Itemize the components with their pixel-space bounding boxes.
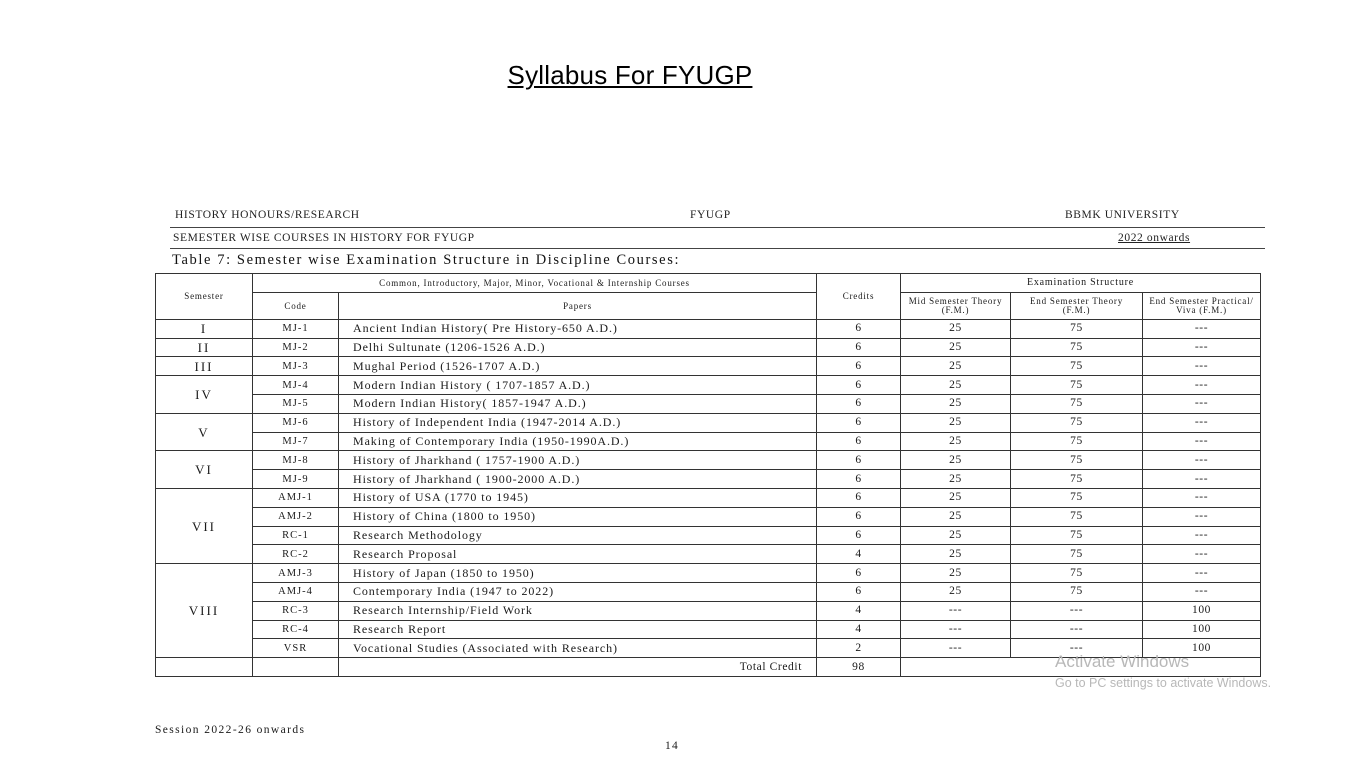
practical-cell: --- bbox=[1143, 451, 1261, 470]
mid-cell: --- bbox=[901, 639, 1011, 658]
practical-cell: --- bbox=[1143, 376, 1261, 395]
paper-cell: History of China (1800 to 1950) bbox=[339, 507, 817, 526]
mid-cell: 25 bbox=[901, 507, 1011, 526]
code-cell: RC-4 bbox=[253, 620, 339, 639]
paper-cell: Modern Indian History( 1857-1947 A.D.) bbox=[339, 394, 817, 413]
code-cell: RC-3 bbox=[253, 601, 339, 620]
table-row bbox=[156, 620, 1261, 639]
code-cell: RC-1 bbox=[253, 526, 339, 545]
code-cell: MJ-8 bbox=[253, 451, 339, 470]
mid-cell: 25 bbox=[901, 470, 1011, 489]
mid-cell: 25 bbox=[901, 564, 1011, 583]
paper-cell: Contemporary India (1947 to 2022) bbox=[339, 582, 817, 601]
table-row bbox=[156, 394, 1261, 413]
table-row bbox=[156, 545, 1261, 564]
table-row bbox=[156, 488, 1261, 507]
mid-cell: 25 bbox=[901, 488, 1011, 507]
footer-session: Session 2022-26 onwards bbox=[155, 724, 306, 736]
code-cell: MJ-6 bbox=[253, 413, 339, 432]
end-cell: 75 bbox=[1011, 338, 1143, 357]
practical-cell: --- bbox=[1143, 470, 1261, 489]
mid-cell: 25 bbox=[901, 526, 1011, 545]
end-cell: 75 bbox=[1011, 545, 1143, 564]
practical-cell: --- bbox=[1143, 432, 1261, 451]
practical-cell: --- bbox=[1143, 413, 1261, 432]
end-cell: 75 bbox=[1011, 526, 1143, 545]
page-number: 14 bbox=[665, 740, 679, 752]
col-semester: Semester bbox=[156, 274, 253, 320]
slide-title: Syllabus For FYUGP bbox=[507, 60, 753, 90]
end-cell: 75 bbox=[1011, 564, 1143, 583]
mid-cell: 25 bbox=[901, 357, 1011, 376]
mid-cell: --- bbox=[901, 601, 1011, 620]
code-cell: MJ-3 bbox=[253, 357, 339, 376]
header-rule bbox=[170, 227, 1265, 228]
code-cell: RC-2 bbox=[253, 545, 339, 564]
credits-cell: 6 bbox=[817, 357, 901, 376]
table-row bbox=[156, 413, 1261, 432]
code-cell: AMJ-4 bbox=[253, 582, 339, 601]
code-cell: AMJ-3 bbox=[253, 564, 339, 583]
table-row bbox=[156, 338, 1261, 357]
mid-cell: 25 bbox=[901, 582, 1011, 601]
end-cell: 75 bbox=[1011, 432, 1143, 451]
paper-cell: Vocational Studies (Associated with Research) bbox=[339, 639, 817, 658]
end-cell: --- bbox=[1011, 639, 1143, 658]
credits-cell: 2 bbox=[817, 639, 901, 658]
practical-cell: --- bbox=[1143, 319, 1261, 338]
credits-cell: 6 bbox=[817, 432, 901, 451]
paper-cell: Mughal Period (1526-1707 A.D.) bbox=[339, 357, 817, 376]
credits-cell: 6 bbox=[817, 507, 901, 526]
semester-cell: I bbox=[156, 319, 253, 338]
col-papers: Papers bbox=[339, 292, 817, 319]
blank-cell bbox=[253, 658, 339, 677]
code-cell: MJ-1 bbox=[253, 319, 339, 338]
total-value: 98 bbox=[817, 658, 901, 677]
paper-cell: History of Japan (1850 to 1950) bbox=[339, 564, 817, 583]
practical-cell: --- bbox=[1143, 582, 1261, 601]
code-cell: MJ-9 bbox=[253, 470, 339, 489]
credits-cell: 6 bbox=[817, 488, 901, 507]
credits-cell: 4 bbox=[817, 620, 901, 639]
paper-cell: History of USA (1770 to 1945) bbox=[339, 488, 817, 507]
practical-cell: --- bbox=[1143, 394, 1261, 413]
code-cell: MJ-2 bbox=[253, 338, 339, 357]
semester-cell: II bbox=[156, 338, 253, 357]
end-cell: 75 bbox=[1011, 451, 1143, 470]
end-cell: 75 bbox=[1011, 319, 1143, 338]
semester-cell: VI bbox=[156, 451, 253, 489]
semester-cell: IV bbox=[156, 376, 253, 414]
header-onwards: 2022 onwards bbox=[1118, 232, 1191, 244]
credits-cell: 6 bbox=[817, 376, 901, 395]
table-row bbox=[156, 432, 1261, 451]
credits-cell: 6 bbox=[817, 526, 901, 545]
table-row bbox=[156, 507, 1261, 526]
paper-cell: History of Independent India (1947-2014 A.D.) bbox=[339, 413, 817, 432]
code-cell: VSR bbox=[253, 639, 339, 658]
mid-cell: 25 bbox=[901, 319, 1011, 338]
end-cell: 75 bbox=[1011, 413, 1143, 432]
paper-cell: Ancient Indian History( Pre History-650 A.D.) bbox=[339, 319, 817, 338]
paper-cell: Modern Indian History ( 1707-1857 A.D.) bbox=[339, 376, 817, 395]
end-cell: 75 bbox=[1011, 470, 1143, 489]
table-row bbox=[156, 526, 1261, 545]
practical-cell: --- bbox=[1143, 488, 1261, 507]
code-cell: MJ-7 bbox=[253, 432, 339, 451]
semester-cell: VIII bbox=[156, 564, 253, 658]
table-row bbox=[156, 319, 1261, 338]
end-cell: 75 bbox=[1011, 357, 1143, 376]
practical-cell: --- bbox=[1143, 507, 1261, 526]
table-caption: Table 7: Semester wise Examination Structure in Discipline Courses: bbox=[172, 252, 681, 268]
table-row bbox=[156, 601, 1261, 620]
code-cell: MJ-4 bbox=[253, 376, 339, 395]
mid-cell: 25 bbox=[901, 451, 1011, 470]
table-row bbox=[156, 451, 1261, 470]
header-right: BBMK UNIVERSITY bbox=[1065, 209, 1180, 221]
credits-cell: 6 bbox=[817, 582, 901, 601]
header-subtitle: SEMESTER WISE COURSES IN HISTORY FOR FYUGP bbox=[173, 232, 475, 244]
code-cell: AMJ-1 bbox=[253, 488, 339, 507]
credits-cell: 6 bbox=[817, 319, 901, 338]
watermark-line2: Go to PC settings to activate Windows. bbox=[1055, 676, 1272, 690]
mid-cell: 25 bbox=[901, 376, 1011, 395]
end-cell: --- bbox=[1011, 620, 1143, 639]
subtitle-rule bbox=[170, 248, 1265, 249]
credits-cell: 4 bbox=[817, 545, 901, 564]
table-row bbox=[156, 564, 1261, 583]
mid-cell: 25 bbox=[901, 545, 1011, 564]
mid-cell: 25 bbox=[901, 413, 1011, 432]
end-cell: 75 bbox=[1011, 488, 1143, 507]
syllabus-table bbox=[155, 273, 1261, 677]
col-mid: Mid Semester Theory (F.M.) bbox=[901, 292, 1011, 319]
practical-cell: --- bbox=[1143, 357, 1261, 376]
paper-cell: Research Proposal bbox=[339, 545, 817, 564]
activate-windows-watermark bbox=[1055, 652, 1271, 690]
credits-cell: 6 bbox=[817, 470, 901, 489]
paper-cell: Research Internship/Field Work bbox=[339, 601, 817, 620]
table-body bbox=[156, 319, 1261, 676]
blank-cell bbox=[156, 658, 253, 677]
practical-cell: 100 bbox=[1143, 639, 1261, 658]
credits-cell: 6 bbox=[817, 394, 901, 413]
credits-cell: 6 bbox=[817, 413, 901, 432]
col-exam-group: Examination Structure bbox=[901, 274, 1261, 293]
credits-cell: 6 bbox=[817, 451, 901, 470]
code-cell: MJ-5 bbox=[253, 394, 339, 413]
col-courses-group: Common, Introductory, Major, Minor, Vocational & Internship Courses bbox=[253, 274, 817, 293]
practical-cell: --- bbox=[1143, 526, 1261, 545]
end-cell: 75 bbox=[1011, 582, 1143, 601]
table-row bbox=[156, 470, 1261, 489]
col-end-practical: End Semester Practical/ Viva (F.M.) bbox=[1143, 292, 1261, 319]
col-credits: Credits bbox=[817, 274, 901, 320]
credits-cell: 6 bbox=[817, 338, 901, 357]
header-center: FYUGP bbox=[690, 209, 731, 221]
semester-cell: VII bbox=[156, 488, 253, 563]
end-cell: 75 bbox=[1011, 394, 1143, 413]
credits-cell: 4 bbox=[817, 601, 901, 620]
table-row bbox=[156, 376, 1261, 395]
total-label: Total Credit bbox=[339, 658, 817, 677]
practical-cell: --- bbox=[1143, 564, 1261, 583]
mid-cell: --- bbox=[901, 620, 1011, 639]
practical-cell: --- bbox=[1143, 338, 1261, 357]
practical-cell: --- bbox=[1143, 545, 1261, 564]
code-cell: AMJ-2 bbox=[253, 507, 339, 526]
end-cell: 75 bbox=[1011, 507, 1143, 526]
table-row bbox=[156, 357, 1261, 376]
paper-cell: Delhi Sultunate (1206-1526 A.D.) bbox=[339, 338, 817, 357]
mid-cell: 25 bbox=[901, 338, 1011, 357]
end-cell: 75 bbox=[1011, 376, 1143, 395]
paper-cell: Making of Contemporary India (1950-1990A.D.) bbox=[339, 432, 817, 451]
practical-cell: 100 bbox=[1143, 620, 1261, 639]
credits-cell: 6 bbox=[817, 564, 901, 583]
col-code: Code bbox=[253, 292, 339, 319]
practical-cell: 100 bbox=[1143, 601, 1261, 620]
paper-cell: History of Jharkhand ( 1900-2000 A.D.) bbox=[339, 470, 817, 489]
paper-cell: Research Report bbox=[339, 620, 817, 639]
mid-cell: 25 bbox=[901, 394, 1011, 413]
mid-cell: 25 bbox=[901, 432, 1011, 451]
semester-cell: III bbox=[156, 357, 253, 376]
col-end-theory: End Semester Theory (F.M.) bbox=[1011, 292, 1143, 319]
semester-cell: V bbox=[156, 413, 253, 451]
end-cell: --- bbox=[1011, 601, 1143, 620]
watermark-line1: Activate Windows bbox=[1055, 652, 1190, 671]
table-row bbox=[156, 582, 1261, 601]
paper-cell: History of Jharkhand ( 1757-1900 A.D.) bbox=[339, 451, 817, 470]
paper-cell: Research Methodology bbox=[339, 526, 817, 545]
header-left: HISTORY HONOURS/RESEARCH bbox=[175, 209, 360, 221]
